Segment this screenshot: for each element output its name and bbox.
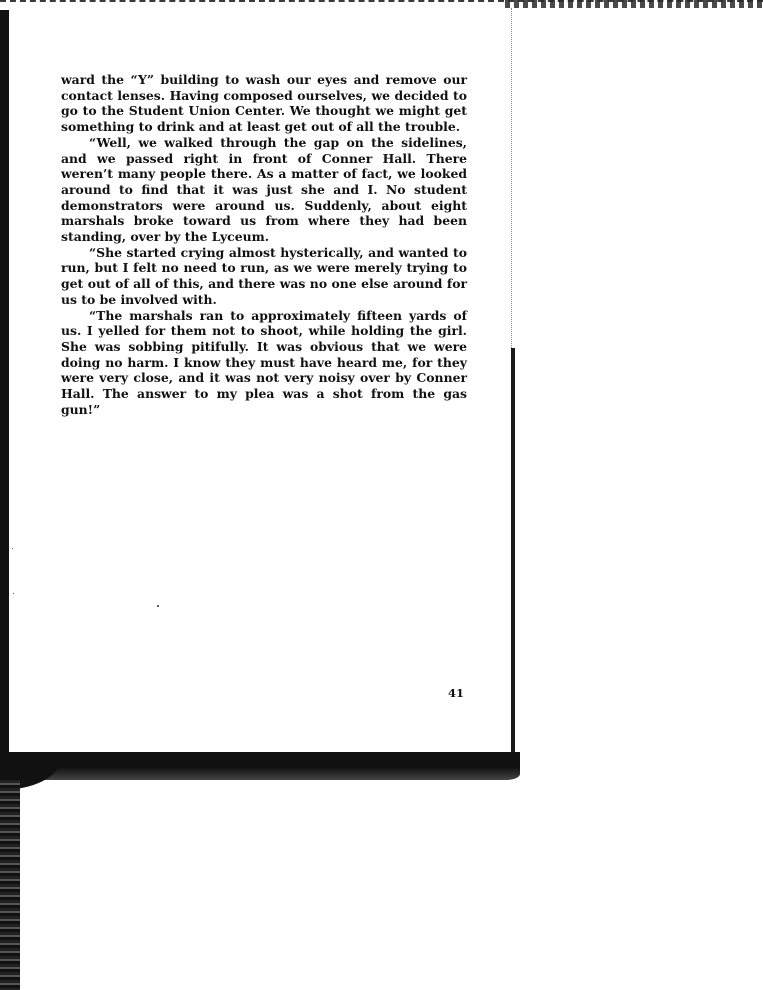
- paragraph: “The marshals ran to approximately fifteen yards of us. I yelled for them not to shoot, while holding the girl. She was sobbing pitifully. It was obvious that we were doing no harm. I know they must have heard me, for they were very close, and it was not very noisy over by Conner Hall. The answer to my plea was a shot from the gas gun!”: [61, 307, 467, 417]
- paragraph: “She started crying almost hysterically, and wanted to run, but I felt no need to run, as we were merely trying to get out of all of this, and there was no one else around for us to be involved with.: [61, 244, 467, 307]
- next-page-left-edge: [0, 780, 20, 990]
- page-left-shadow: [0, 10, 9, 758]
- page-bottom-shadow: [0, 752, 520, 780]
- scan-speck: [13, 593, 14, 594]
- paragraph: ward the “Y” building to wash our eyes and remove our contact lenses. Having composed ourselves, we decided to go to the Student Union Center. We thought we might get something to drink and at least get out of all the trouble.: [61, 72, 467, 135]
- page-body-text: [61, 72, 467, 417]
- page-number: 41: [448, 686, 465, 700]
- scan-top-edge-shadow: [505, 0, 763, 8]
- page-right-edge: [511, 8, 515, 348]
- page-right-shadow: [511, 348, 515, 758]
- scan-speck: [157, 605, 159, 607]
- paragraph: “Well, we walked through the gap on the sidelines, and we passed right in front of Conner Hall. There weren’t many people there. As a matter of fact, we looked around to find that it was just she and I. No student demonstrators were around us. Suddenly, about eight marshals broke toward us from where they had been standing, over by the Lyceum.: [61, 134, 467, 245]
- scan-speck: [12, 548, 13, 549]
